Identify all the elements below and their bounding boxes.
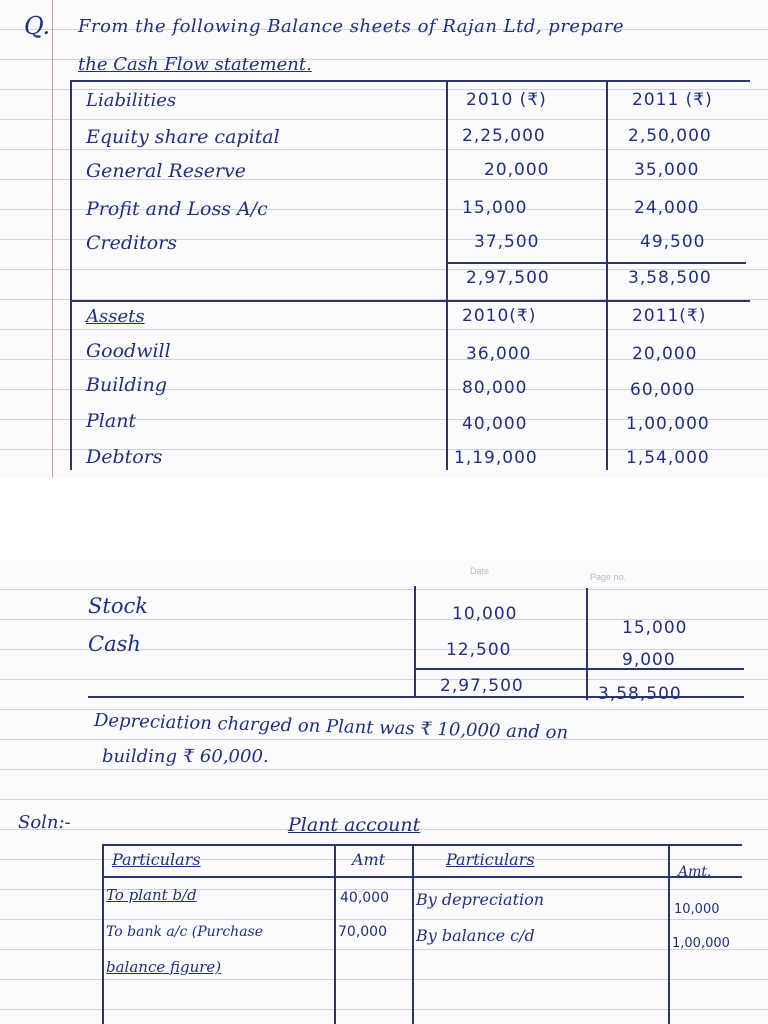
liability-2010-value: 2,25,000 xyxy=(462,126,546,146)
liability-2010-value: 37,500 xyxy=(474,232,540,252)
table-top-rule xyxy=(70,80,750,82)
liability-2010-value: 15,000 xyxy=(462,198,528,218)
ledger-col-rule-2 xyxy=(412,844,414,1024)
ledger-col-rule-1 xyxy=(334,844,336,1024)
ledger-debit-entry: balance figure) xyxy=(106,958,222,976)
ledger-debit-entry: To plant b/d xyxy=(106,886,197,904)
assets-year-2010: 2010(₹) xyxy=(462,306,537,326)
liabilities-heading: Liabilities xyxy=(86,90,177,111)
liabilities-total-2010: 2,97,500 xyxy=(466,268,550,288)
ledger-header-amt-credit: Amt. xyxy=(678,864,712,880)
liabilities-year-2010: 2010 (₹) xyxy=(466,90,547,110)
plant-account-title: Plant account xyxy=(288,814,421,836)
liabilities-year-2011: 2011 (₹) xyxy=(632,90,713,110)
asset-label: Goodwill xyxy=(86,340,171,362)
asset-label: Cash xyxy=(88,632,141,656)
asset-2010-value: 80,000 xyxy=(462,378,528,398)
ledger-header-particulars-debit: Particulars xyxy=(112,850,201,869)
asset-2010-value: 40,000 xyxy=(462,414,528,434)
liability-label: Equity share capital xyxy=(86,126,280,148)
ledger-header-rule xyxy=(102,876,742,878)
asset-label: Debtors xyxy=(86,446,163,468)
table-col-rule-2 xyxy=(606,80,608,470)
note-line-2: building ₹ 60,000. xyxy=(102,746,269,767)
asset-2010-value: 12,500 xyxy=(446,640,512,660)
table-left-rule xyxy=(70,80,72,470)
ledger-header-amt-debit: Amt xyxy=(352,850,386,869)
asset-2011-value: 15,000 xyxy=(622,618,688,638)
solution-label: Soln:- xyxy=(18,812,71,833)
assets-total-2011: 3,58,500 xyxy=(598,684,682,704)
table-row-rule-total xyxy=(414,668,744,670)
ledger-credit-amount: 1,00,000 xyxy=(672,936,730,951)
liabilities-total-2011: 3,58,500 xyxy=(628,268,712,288)
liability-label: Profit and Loss A/c xyxy=(86,198,268,220)
asset-2010-value: 36,000 xyxy=(466,344,532,364)
assets-total-2010: 2,97,500 xyxy=(440,676,524,696)
asset-2011-value: 9,000 xyxy=(622,650,676,670)
notebook-page-1 xyxy=(0,0,768,478)
table-row-rule-total xyxy=(446,262,746,264)
ledger-col-rule-3 xyxy=(668,844,670,1024)
ledger-debit-amount: 70,000 xyxy=(338,924,387,940)
assets-year-2011: 2011(₹) xyxy=(632,306,707,326)
liability-2011-value: 24,000 xyxy=(634,198,700,218)
ledger-header-particulars-credit: Particulars xyxy=(446,850,535,869)
question-marker: Q. xyxy=(24,12,51,40)
page-header-date: Date xyxy=(470,566,490,576)
asset-label: Plant xyxy=(86,410,137,432)
assets-heading: Assets xyxy=(86,306,145,327)
ledger-credit-entry: By depreciation xyxy=(416,890,545,909)
asset-2011-value: 1,54,000 xyxy=(626,448,710,468)
table-col-rule-1 xyxy=(414,586,416,698)
liability-2011-value: 49,500 xyxy=(640,232,706,252)
table-col-rule-2 xyxy=(586,588,588,700)
liability-2011-value: 2,50,000 xyxy=(628,126,712,146)
liability-label: General Reserve xyxy=(86,160,247,182)
margin-line xyxy=(52,0,53,478)
liability-label: Creditors xyxy=(86,232,178,254)
asset-label: Stock xyxy=(88,594,148,618)
asset-2010-value: 10,000 xyxy=(452,604,518,624)
notebook-page-2 xyxy=(0,560,768,1024)
question-line-2: the Cash Flow statement. xyxy=(78,54,312,75)
page-header-page-no: Page no. xyxy=(590,572,627,582)
ledger-debit-entry: To bank a/c (Purchase xyxy=(106,924,264,940)
ledger-top-rule xyxy=(102,844,742,846)
ledger-credit-amount: 10,000 xyxy=(674,902,720,917)
asset-label: Building xyxy=(86,374,167,396)
liability-2010-value: 20,000 xyxy=(484,160,550,180)
ledger-left-rule xyxy=(102,844,104,1024)
asset-2011-value: 1,00,000 xyxy=(626,414,710,434)
table-col-rule-1 xyxy=(446,80,448,470)
note-line-1: Depreciation charged on Plant was ₹ 10,000 and on xyxy=(93,710,569,744)
question-line-1: From the following Balance sheets of Rajan Ltd, prepare xyxy=(78,16,625,37)
ledger-debit-amount: 40,000 xyxy=(340,890,389,906)
asset-2011-value: 20,000 xyxy=(632,344,698,364)
liability-2011-value: 35,000 xyxy=(634,160,700,180)
table-row-rule-assets xyxy=(70,300,750,302)
asset-2011-value: 60,000 xyxy=(630,380,696,400)
asset-2010-value: 1,19,000 xyxy=(454,448,538,468)
ledger-credit-entry: By balance c/d xyxy=(416,926,535,945)
